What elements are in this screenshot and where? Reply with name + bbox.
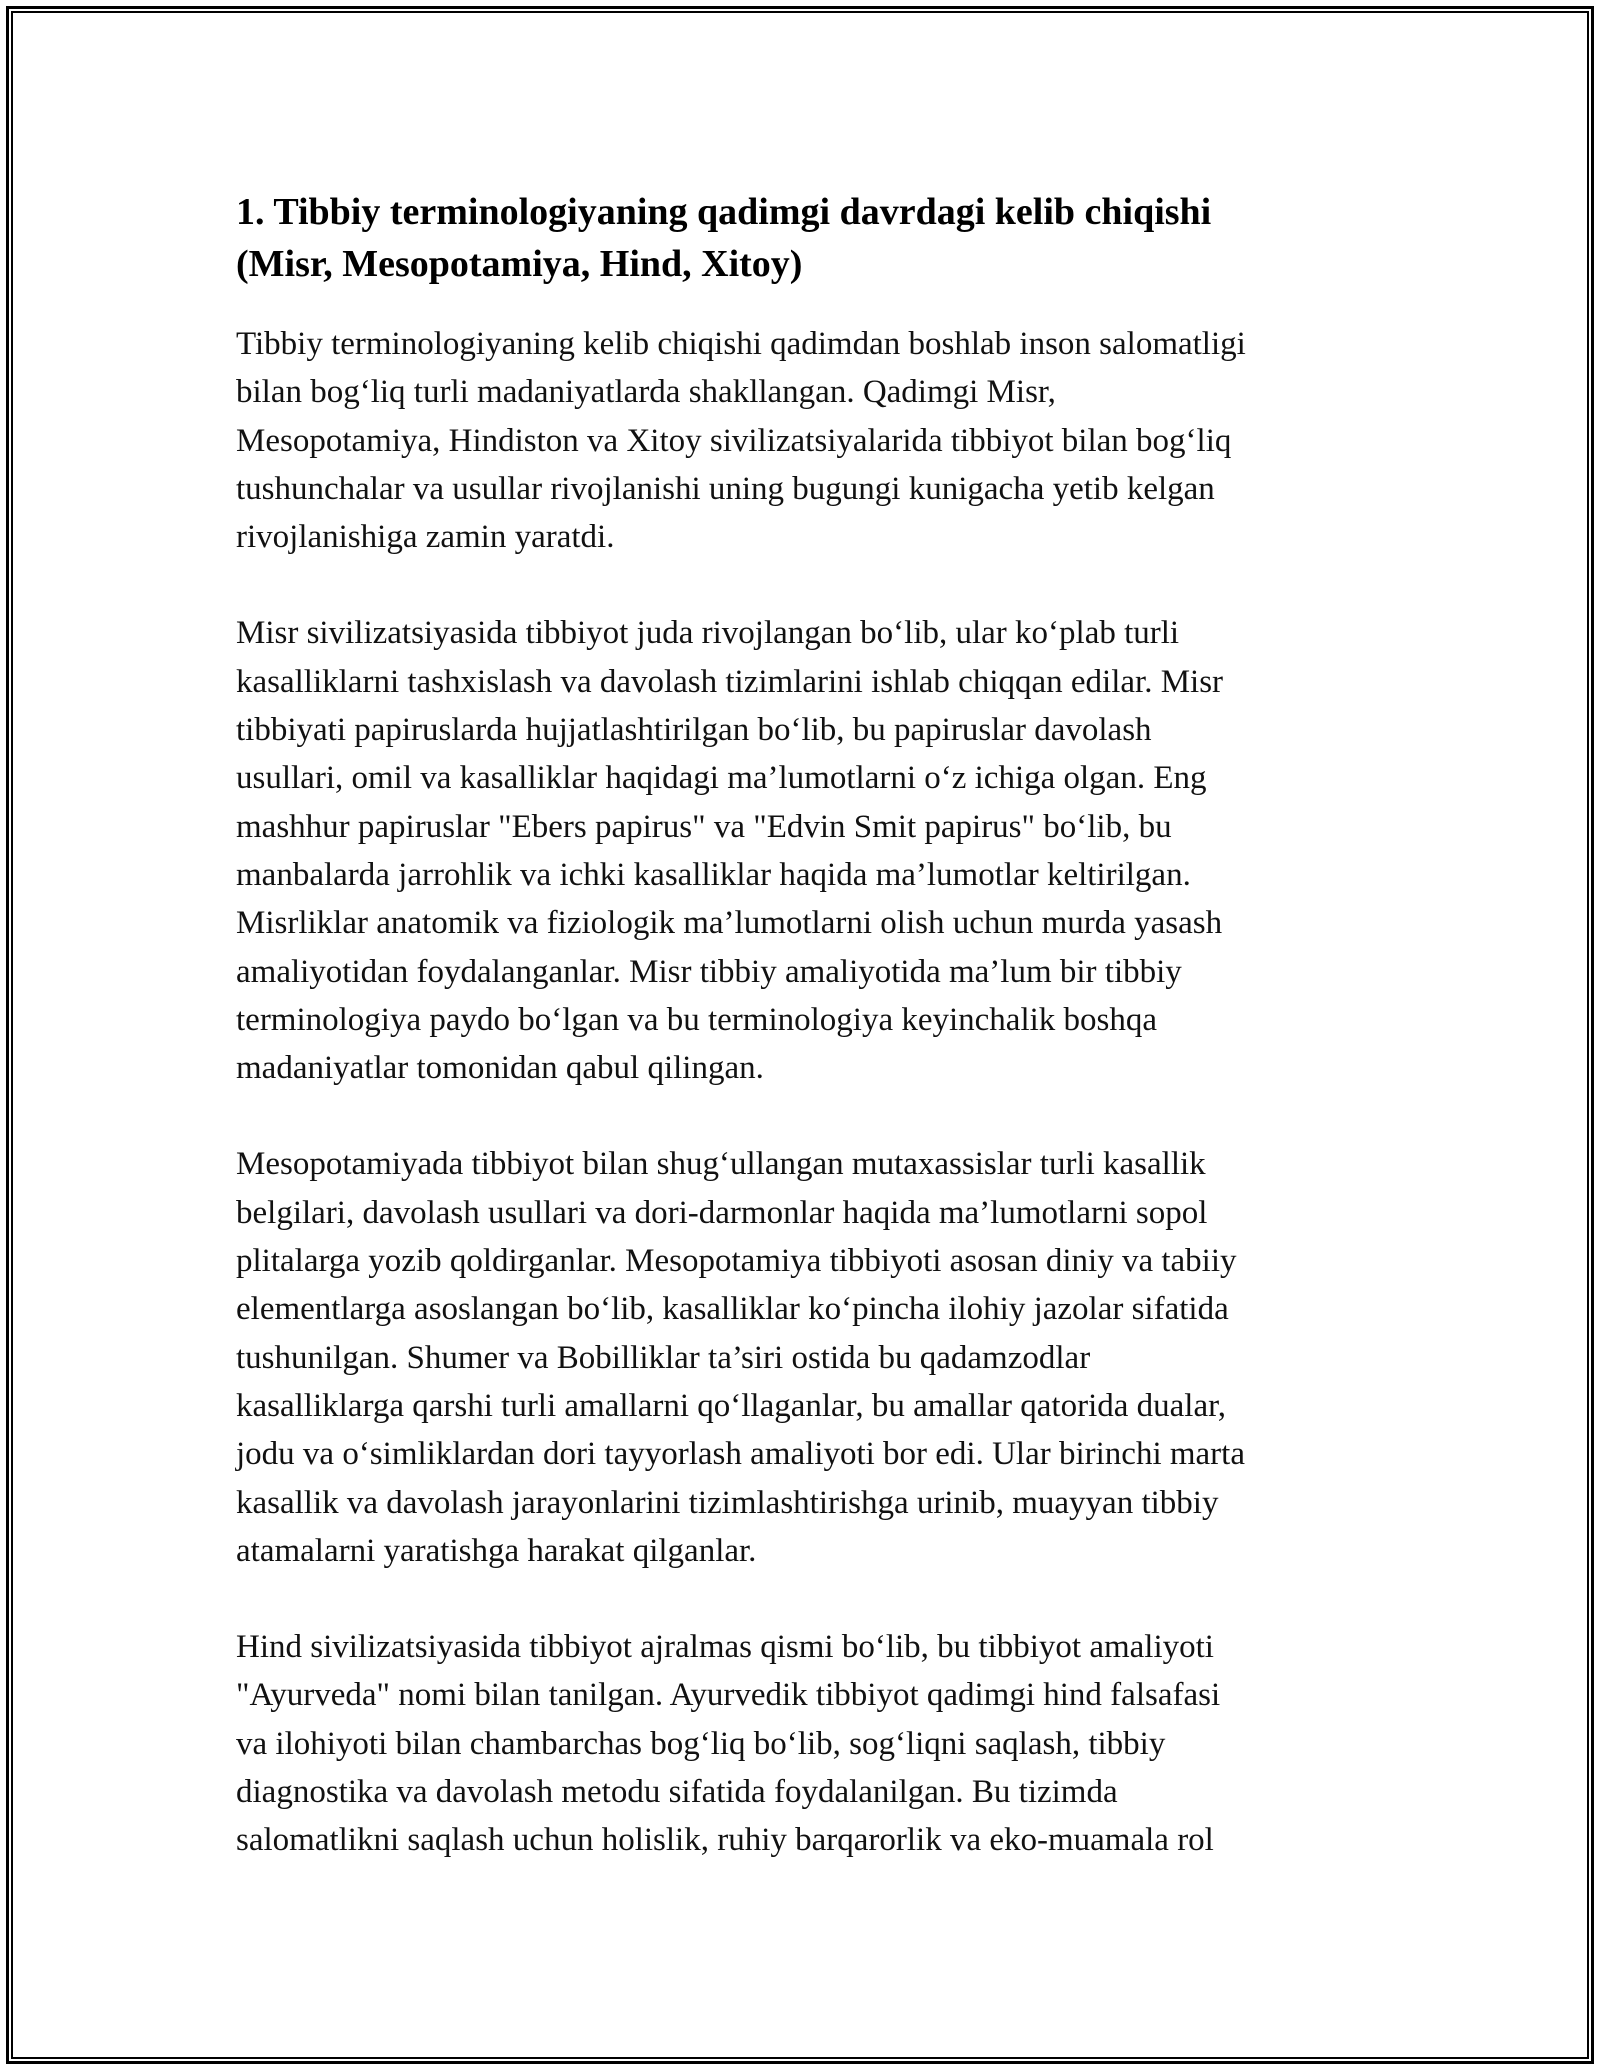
text-line: salomatlikni saqlash uchun holislik, ruhiy barqarorlik va eko-muamala rol <box>236 1822 1214 1859</box>
text-line: Misr sivilizatsiyasida tibbiyot juda rivojlangan bo‘lib, ular ko‘plab turli <box>236 615 1180 652</box>
text-line: Tibbiy terminologiyaning kelib chiqishi qadimdan boshlab inson salomatligi <box>236 326 1246 362</box>
text-line: jodu va o‘simliklardan dori tayyorlash amaliyoti bor edi. Ular birinchi marta <box>236 1436 1245 1473</box>
text-line: usullari, omil va kasalliklar haqidagi ma’lumotlarni o‘z ichiga olgan. Eng <box>236 760 1207 797</box>
text-line: diagnostika va davolash metodu sifatida foydalanilgan. Bu tizimda <box>236 1774 1118 1811</box>
text-line: manbalarda jarrohlik va ichki kasalliklar haqida ma’lumotlar keltirilgan. <box>236 856 1191 893</box>
heading-line: 1. Tibbiy terminologiyaning qadimgi davrdagi kelib chiqishi <box>236 191 1212 233</box>
text-line: madaniyatlar tomonidan qabul qilingan. <box>236 1050 764 1087</box>
text-line: tibbiyati papiruslarda hujjatlashtirilgan bo‘lib, bu papiruslar davolash <box>236 712 1152 749</box>
text-line: tushunilgan. Shumer va Bobilliklar ta’siri ostida bu qadamzodlar <box>236 1339 1091 1376</box>
text-line: bilan bog‘liq turli madaniyatlarda shakllangan. Qadimgi Misr, <box>236 374 1056 411</box>
paragraph-india <box>236 1623 1386 1864</box>
text-line: Mesopotamiyada tibbiyot bilan shug‘ullangan mutaxassislar turli kasallik <box>236 1146 1206 1183</box>
paragraph-intro <box>236 320 1386 561</box>
text-line: amaliyotidan foydalanganlar. Misr tibbiy amaliyotida ma’lum bir tibbiy <box>236 953 1182 990</box>
text-line: terminologiya paydo bo‘lgan va bu terminologiya keyinchalik boshqa <box>236 1001 1158 1038</box>
paragraph-mesopotamia <box>236 1140 1386 1575</box>
text-line: va ilohiyoti bilan chambarchas bog‘liq bo‘lib, sog‘liqni saqlash, tibbiy <box>236 1725 1166 1762</box>
text-line: tushunchalar va usullar rivojlanishi uning bugungi kunigacha yetib kelgan <box>236 470 1215 507</box>
text-line: plitalarga yozib qoldirganlar. Mesopotamiya tibbiyoti asosan diniy va tabiiy <box>236 1243 1237 1280</box>
text-line: atamalarni yaratishga harakat qilganlar. <box>236 1532 757 1569</box>
paragraph-egypt <box>236 609 1386 1092</box>
section-heading <box>236 186 1386 290</box>
heading-line: (Misr, Mesopotamiya, Hind, Xitoy) <box>236 243 803 285</box>
text-line: kasalliklarni tashxislash va davolash tizimlarini ishlab chiqqan edilar. Misr <box>236 663 1224 700</box>
text-line: "Ayurveda" nomi bilan tanilgan. Ayurvedik tibbiyot qadimgi hind falsafasi <box>236 1677 1221 1714</box>
text-line: Misrliklar anatomik va fiziologik ma’lumotlarni olish uchun murda yasash <box>236 905 1223 942</box>
text-line: kasalliklarga qarshi turli amallarni qo‘llaganlar, bu amallar qatorida dualar, <box>236 1387 1227 1424</box>
text-line: mashhur papiruslar "Ebers papirus" va "Edvin Smit papirus" bo‘lib, bu <box>236 808 1172 845</box>
text-line: elementlarga asoslangan bo‘lib, kasalliklar ko‘pincha ilohiy jazolar sifatida <box>236 1291 1229 1328</box>
document-body <box>236 186 1386 1913</box>
text-line: kasallik va davolash jarayonlarini tizimlashtirishga urinib, muayyan tibbiy <box>236 1484 1219 1521</box>
text-line: rivojlanishiga zamin yaratdi. <box>236 519 615 556</box>
text-line: belgilari, davolash usullari va dori-darmonlar haqida ma’lumotlarni sopol <box>236 1194 1208 1231</box>
text-line: Mesopotamiya, Hindiston va Xitoy sivilizatsiyalarida tibbiyot bilan bog‘liq <box>236 422 1232 459</box>
text-line: Hind sivilizatsiyasida tibbiyot ajralmas qismi bo‘lib, bu tibbiyot amaliyoti <box>236 1629 1214 1666</box>
